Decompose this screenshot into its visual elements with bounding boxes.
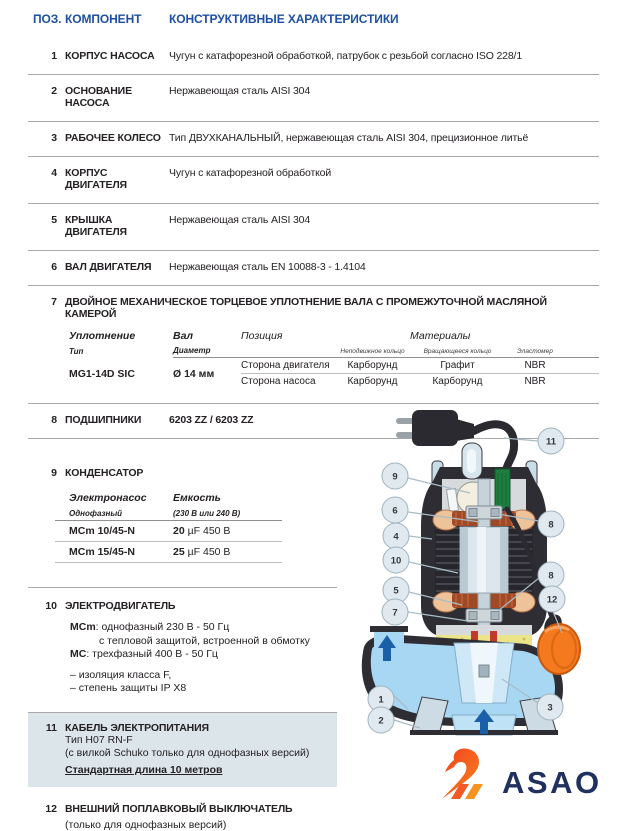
row-num: 9 — [51, 467, 57, 479]
cable-type: Тип H07 RN-F — [65, 733, 133, 746]
row-component: ПОДШИПНИКИ — [65, 414, 142, 426]
motor-title: ЭЛЕКТРОДВИГАТЕЛЬ — [65, 600, 176, 612]
svg-text:4: 4 — [393, 531, 399, 543]
cap-col-header: Электронасос — [69, 491, 147, 504]
seal-col-subheader: Тип — [69, 347, 84, 356]
row-num: 2 — [51, 85, 57, 97]
capacitor-table — [55, 489, 282, 563]
cap-col-subheader: Однофазный — [69, 508, 123, 518]
bearing-upper-part — [466, 506, 502, 519]
seal-cell: Карборунд — [335, 358, 410, 374]
motor-model-label: MC — [70, 648, 87, 660]
callout-bearing-lower — [538, 562, 564, 588]
row-component: КРЫШКА ДВИГАТЕЛЯ — [65, 214, 127, 238]
seal-col-header: Уплотнение — [69, 330, 136, 342]
seal-col-subheader: Диаметр — [173, 344, 241, 358]
spacer — [565, 369, 599, 374]
header-component: КОМПОНЕНТ — [65, 12, 142, 26]
motor-line: с тепловой защитой, встроенной в обмотку — [99, 634, 310, 647]
seal-col-subheader: Вращающееся кольцо — [410, 346, 505, 358]
row-num: 10 — [45, 600, 57, 612]
callout-power-cable — [538, 428, 564, 454]
motor-bullet: – степень защиты IP X8 — [70, 682, 187, 694]
motor-line — [70, 648, 337, 662]
spacer — [565, 353, 599, 358]
callout-electric-motor — [383, 547, 409, 573]
motor-section — [28, 588, 337, 712]
pump-diagram-svg — [356, 381, 641, 765]
seal-cell: NBR — [524, 376, 546, 387]
svg-text:3: 3 — [547, 702, 553, 714]
row-num: 4 — [51, 167, 57, 179]
row-desc: Чугун с катафорезной обработкой, патрубок с резьбой согласно ISO 228/1 — [169, 50, 523, 62]
swan-logo-icon — [430, 748, 492, 800]
svg-text:8: 8 — [548, 570, 554, 582]
row-desc: 6203 ZZ / 6203 ZZ — [169, 414, 254, 426]
motor-line — [70, 621, 337, 635]
svg-text:6: 6 — [392, 505, 398, 517]
seal-cell: Графит — [410, 358, 505, 374]
row-desc: Тип ДВУХКАНАЛЬНЫЙ, нержавеющая сталь AISI 304, прецизионное литьё — [169, 132, 529, 144]
seal-col-header: Позиция — [241, 330, 283, 342]
svg-text:1: 1 — [378, 694, 384, 706]
header-pos: ПОЗ. — [33, 12, 62, 26]
cap-col-subheader: (230 В или 240 В) — [173, 508, 241, 518]
capacitor-section — [28, 439, 337, 588]
svg-text:9: 9 — [392, 471, 398, 483]
callout-bearing-upper — [538, 511, 564, 537]
cable-length: Стандартная длина 10 метров — [65, 763, 223, 776]
table-row — [28, 251, 599, 286]
table-row — [28, 157, 599, 204]
row-num: 5 — [51, 214, 57, 226]
callout-mechanical-seal — [382, 599, 408, 625]
row-component: РАБОЧЕЕ КОЛЕСО — [65, 132, 161, 144]
svg-text:5: 5 — [393, 585, 399, 597]
seal-cell: Карборунд — [432, 376, 483, 387]
header-characteristics: КОНСТРУКТИВНЫЕ ХАРАКТЕРИСТИКИ — [169, 12, 399, 26]
svg-text:11: 11 — [545, 436, 557, 448]
float-switch-section — [28, 787, 337, 831]
row-desc: Нержавеющая сталь EN 10088-3 - 1.4104 — [169, 261, 366, 273]
seal-cell: NBR — [505, 358, 565, 374]
motor-line-text: : трехфазный 400 В - 50 Гц — [86, 648, 218, 660]
seal-col-subheader: Неподвижное кольцо — [335, 346, 410, 358]
shaft-diameter: Ø 14 мм — [173, 367, 215, 380]
row-num: 8 — [51, 414, 57, 426]
cap-value-number: 25 — [173, 546, 185, 558]
row-num: 11 — [45, 721, 57, 734]
callout-float-switch — [539, 586, 565, 612]
motor-line-text: : однофазный 230 В - 50 Гц — [95, 621, 230, 633]
row-desc: Нержавеющая сталь AISI 304 — [169, 85, 311, 97]
callout-capacitor — [382, 463, 408, 489]
motor-model-label: MCm — [70, 621, 96, 633]
bearing-lower-part — [466, 609, 502, 622]
brand-name: ASAO — [502, 765, 602, 800]
svg-text:10: 10 — [390, 555, 402, 567]
seal-col-subheader: Эластомер — [505, 346, 565, 358]
seal-type: MG1-14D SIC — [69, 367, 135, 380]
capacitor-title: КОНДЕНСАТОР — [65, 467, 144, 479]
cable-section-highlight — [28, 712, 337, 787]
cap-value — [173, 525, 282, 537]
table-row — [28, 75, 599, 122]
cable-title: КАБЕЛЬ ЭЛЕКТРОПИТАНИЯ — [65, 721, 209, 734]
pump-cutaway-diagram — [356, 381, 641, 765]
row-num: 3 — [51, 132, 57, 144]
row-desc: Чугун с катафорезной обработкой — [169, 167, 332, 179]
row-component: ОСНОВАНИЕ НАСОСА — [65, 85, 132, 109]
cap-value-unit: µF 450 В — [184, 525, 231, 537]
float-switch-note: (только для однофазных версий) — [65, 818, 227, 831]
table-row — [28, 204, 599, 251]
table-row — [28, 40, 599, 75]
float-switch-title: ВНЕШНИЙ ПОПЛАВКОВЫЙ ВЫКЛЮЧАТЕЛЬ — [65, 802, 293, 815]
row-component: КОРПУС ДВИГАТЕЛЯ — [65, 167, 127, 191]
pump-handle — [462, 443, 482, 479]
seal-col-header: Вал — [173, 330, 194, 342]
row-num: 7 — [51, 296, 57, 308]
cap-value-unit: µF 450 В — [184, 546, 231, 558]
cable-note: (с вилкой Schuko только для однофазных версий) — [65, 746, 310, 759]
row-component: КОРПУС НАСОСА — [65, 50, 155, 62]
callout-impeller — [537, 694, 563, 720]
cap-value — [173, 546, 282, 558]
svg-text:2: 2 — [378, 715, 384, 727]
callout-motor-shaft — [382, 497, 408, 523]
seal-cell: Карборунд — [347, 376, 398, 387]
table-header — [28, 8, 599, 40]
row-num: 12 — [45, 802, 57, 815]
svg-text:12: 12 — [546, 594, 558, 606]
left-column — [28, 439, 337, 831]
table-row — [28, 122, 599, 157]
callout-motor-casing — [383, 523, 409, 549]
seal-title: ДВОЙНОЕ МЕХАНИЧЕСКОЕ ТОРЦЕВОЕ УПЛОТНЕНИЕ ВАЛА С ПРОМЕЖУТОЧНОЙ МАСЛЯНОЙ КАМЕРОЙ — [65, 296, 547, 320]
brand-logo — [430, 748, 641, 800]
row-component: ВАЛ ДВИГАТЕЛЯ — [65, 261, 152, 273]
seal-cell: Сторона двигателя — [241, 358, 335, 374]
cap-value-number: 20 — [173, 525, 185, 537]
cap-col-header: Емкость — [173, 491, 221, 504]
motor-bullet: – изоляция класса F, — [70, 668, 172, 681]
svg-text:8: 8 — [548, 519, 554, 531]
svg-text:7: 7 — [392, 607, 398, 619]
impeller-part — [454, 643, 514, 703]
seal-cell: Сторона насоса — [241, 376, 316, 387]
cable-gland — [495, 469, 510, 509]
callout-pump-base — [368, 707, 394, 733]
row-num: 6 — [51, 261, 57, 273]
row-num: 1 — [51, 50, 57, 62]
row-desc: Нержавеющая сталь AISI 304 — [169, 214, 311, 226]
cap-model: MCm 15/45-N — [69, 546, 135, 558]
power-plug-icon — [396, 410, 474, 446]
cap-model: MCm 10/45-N — [69, 525, 135, 537]
seal-table — [69, 328, 599, 389]
seal-col-header: Материалы — [410, 330, 471, 342]
